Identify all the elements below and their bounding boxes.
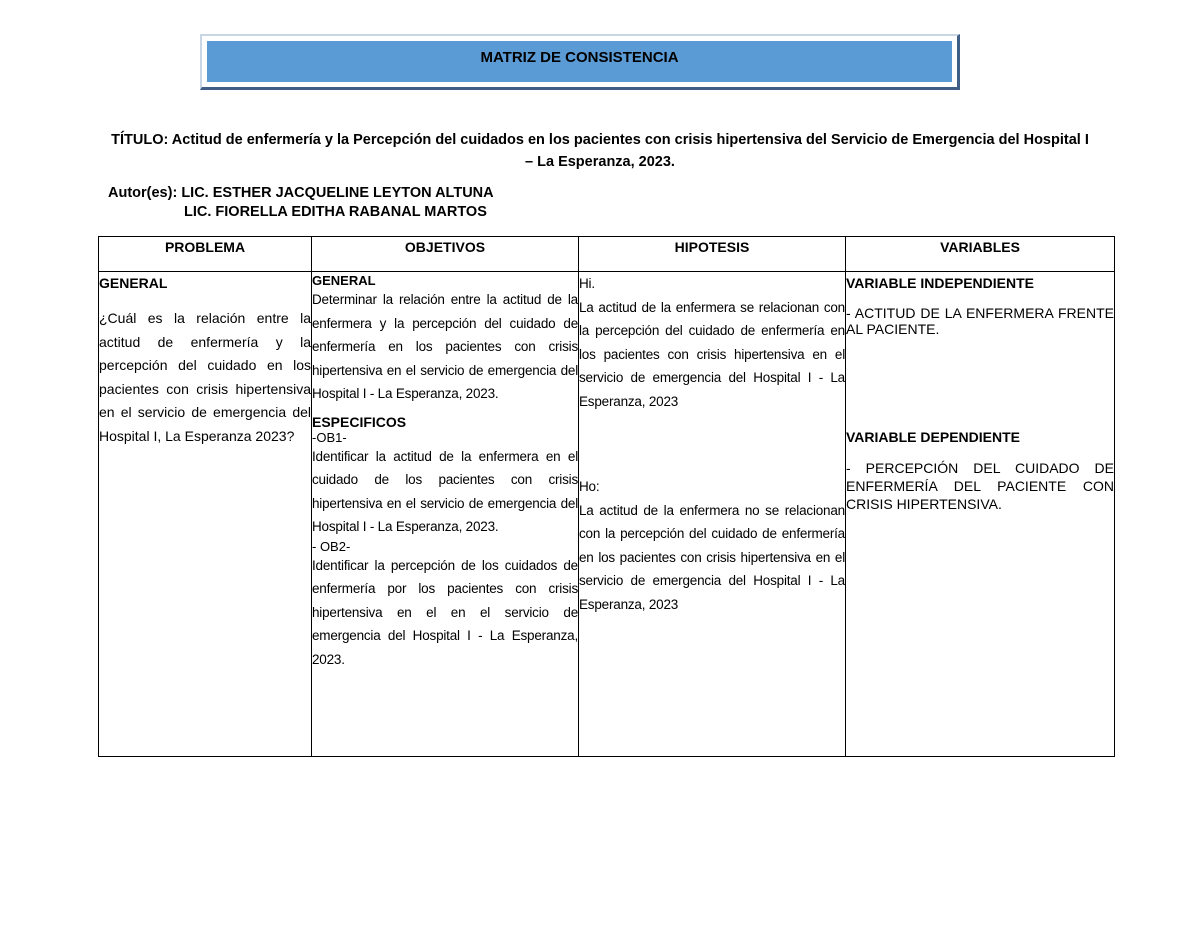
- variables-cell: [846, 272, 1115, 757]
- objetivos-especificos-heading: ESPECIFICOS: [312, 413, 407, 430]
- banner-title: MATRIZ DE CONSISTENCIA: [480, 49, 679, 66]
- objetivos-general-heading: GENERAL: [312, 273, 376, 288]
- ho-label: Ho:: [579, 479, 600, 494]
- column-header-variables: VARIABLES: [846, 237, 1115, 272]
- title-banner-fill: [207, 41, 952, 82]
- hipotesis-cell: [579, 272, 846, 757]
- objetivos-cell: [312, 272, 579, 757]
- author-line-2: [108, 203, 494, 222]
- ob2-text: Identificar la percepción de los cuidados de enfermería por los pacientes con crisis hipertensiva en el en el servicio de emergencia del Hospital I - La Esperanza, 2023.: [312, 557, 578, 667]
- authors-label: Autor(es):: [108, 185, 178, 201]
- table-header-row: [99, 237, 1115, 272]
- column-header-hipotesis: HIPOTESIS: [579, 237, 846, 272]
- ob1-text: Identificar la actitud de la enfermera en el cuidado de los pacientes con crisis hipertensiva en el servicio de emergencia del Hospital I - La Esperanza, 2023.: [312, 448, 578, 534]
- authors-block: [108, 184, 494, 222]
- column-header-problema: PROBLEMA: [99, 237, 312, 272]
- objetivos-general-text: Determinar la relación entre la actitud de la enfermera y la percepción del cuidado de enfermería en los pacientes con crisis hipertensiva en el servicio de emergencia del Hospital I - La Esperanza, 2023.: [312, 292, 578, 401]
- column-header-objetivos: OBJETIVOS: [312, 237, 579, 272]
- table-row: [99, 272, 1115, 757]
- hi-label: Hi.: [579, 276, 595, 291]
- consistency-matrix-table: [98, 236, 1115, 757]
- ho-text: La actitud de la enfermera no se relacionan con la percepción del cuidado de enfermería en los pacientes con crisis hipertensiva en el servicio de emergencia del Hospital I - La Esperanza, 2023: [579, 502, 845, 612]
- ob2-label: - OB2-: [312, 538, 351, 554]
- independent-variable-heading: VARIABLE INDEPENDIENTE: [846, 275, 1034, 291]
- hi-text: La actitud de la enfermera se relacionan con la percepción del cuidado de enfermería en los pacientes con crisis hipertensiva en el servicio de emergencia del Hospital I - La Esperanza, 2023: [579, 299, 845, 409]
- independent-variable-text: - ACTITUD DE LA ENFERMERA FRENTE AL PACIENTE.: [846, 305, 1114, 337]
- title-banner: [200, 34, 960, 90]
- author-1: LIC. ESTHER JACQUELINE LEYTON ALTUNA: [181, 185, 494, 201]
- dependent-variable-heading: VARIABLE DEPENDIENTE: [846, 429, 1020, 445]
- ob1-label: -OB1-: [312, 429, 347, 445]
- problema-cell: [99, 272, 312, 757]
- author-line-1: [108, 184, 494, 203]
- problema-heading: GENERAL: [99, 275, 168, 291]
- document-title: TÍTULO: Actitud de enfermería y la Percepción del cuidados en los pacientes con crisis hipertensiva del Servicio de Emergencia del Hospital I – La Esperanza, 2023.: [111, 132, 1089, 170]
- author-2: LIC. FIORELLA EDITHA RABANAL MARTOS: [184, 204, 487, 220]
- dependent-variable-text: - PERCEPCIÓN DEL CUIDADO DE ENFERMERÍA DEL PACIENTE CON CRISIS HIPERTENSIVA.: [846, 460, 1114, 512]
- problema-text: ¿Cuál es la relación entre la actitud de enfermería y la percepción del cuidado en los pacientes con crisis hipertensiva en el servicio de emergencia del Hospital I, La Esperanza 2023?: [99, 310, 311, 444]
